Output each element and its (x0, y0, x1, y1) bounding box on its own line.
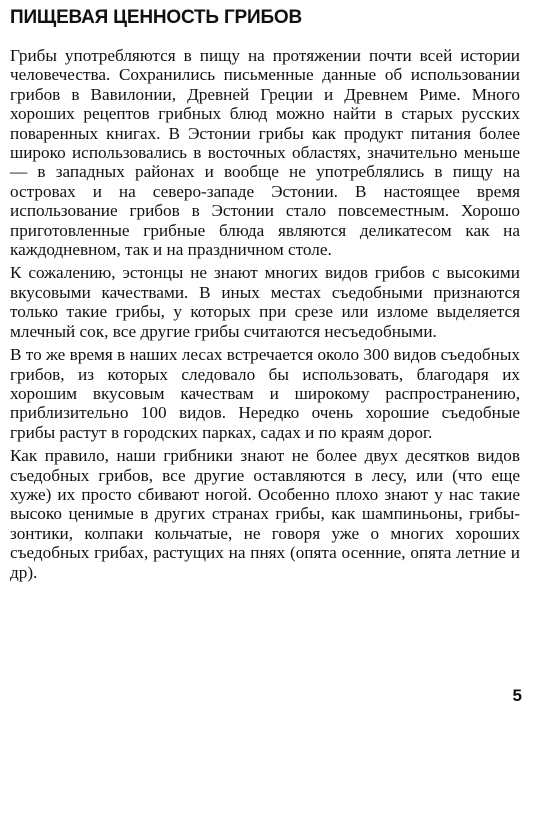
paragraph-mushroom-pickers: Как правило, наши грибники знают не более двух десятков видов съедобных грибов, все другие оставляются в лесу, или (что еще хуже) их просто сбивают ногой. Особенно плохо знают у нас такие высоко ценимые в других странах грибы, как шампиньоны, грибы-зонтики, колпаки кольчатые, не говоря уже о многих хороших съедобных грибах, растущих на пнях (опята осенние, опята летние и др). (10, 446, 520, 582)
paragraph-species-count: В то же время в наших лесах встречается около 300 видов съедобных грибов, из которых следовало бы использовать, благодаря их хорошим вкусовым качествам и широкому распространению, приблизительно 100 видов. Нередко очень хорошие съедобные грибы растут в городских парках, садах и по краям дорог. (10, 345, 520, 442)
paragraph-estonian-knowledge: К сожалению, эстонцы не знают многих видов грибов с высокими вкусовыми качествами. В иных местах съедобными признаются только такие грибы, у которых при срезе или изломе выделяется млечный сок, все другие грибы считаются несъедобными. (10, 263, 520, 341)
paragraph-history: Грибы употребляются в пищу на протяжении почти всей истории человечества. Сохранились письменные данные об использовании грибов в Вавилонии, Древней Греции и Древнем Риме. Много хороших рецептов грибных блюд можно найти в старых русских поваренных книгах. В Эстонии грибы как продукт питания более широко использовались в восточных областях, значительно меньше — в западных районах и вообще не употреблялись в пищу на островах и на северо-западе Эстонии. В настоящее время использование грибов в Эстонии стало повсеместным. Хорошо приготовленные грибные блюда являются деликатесом как на каждодневном, так и на праздничном столе. (10, 46, 520, 260)
document-page (10, 6, 520, 586)
section-title: ПИЩЕВАЯ ЦЕННОСТЬ ГРИБОВ (10, 7, 302, 28)
page-number: 5 (512, 686, 522, 705)
